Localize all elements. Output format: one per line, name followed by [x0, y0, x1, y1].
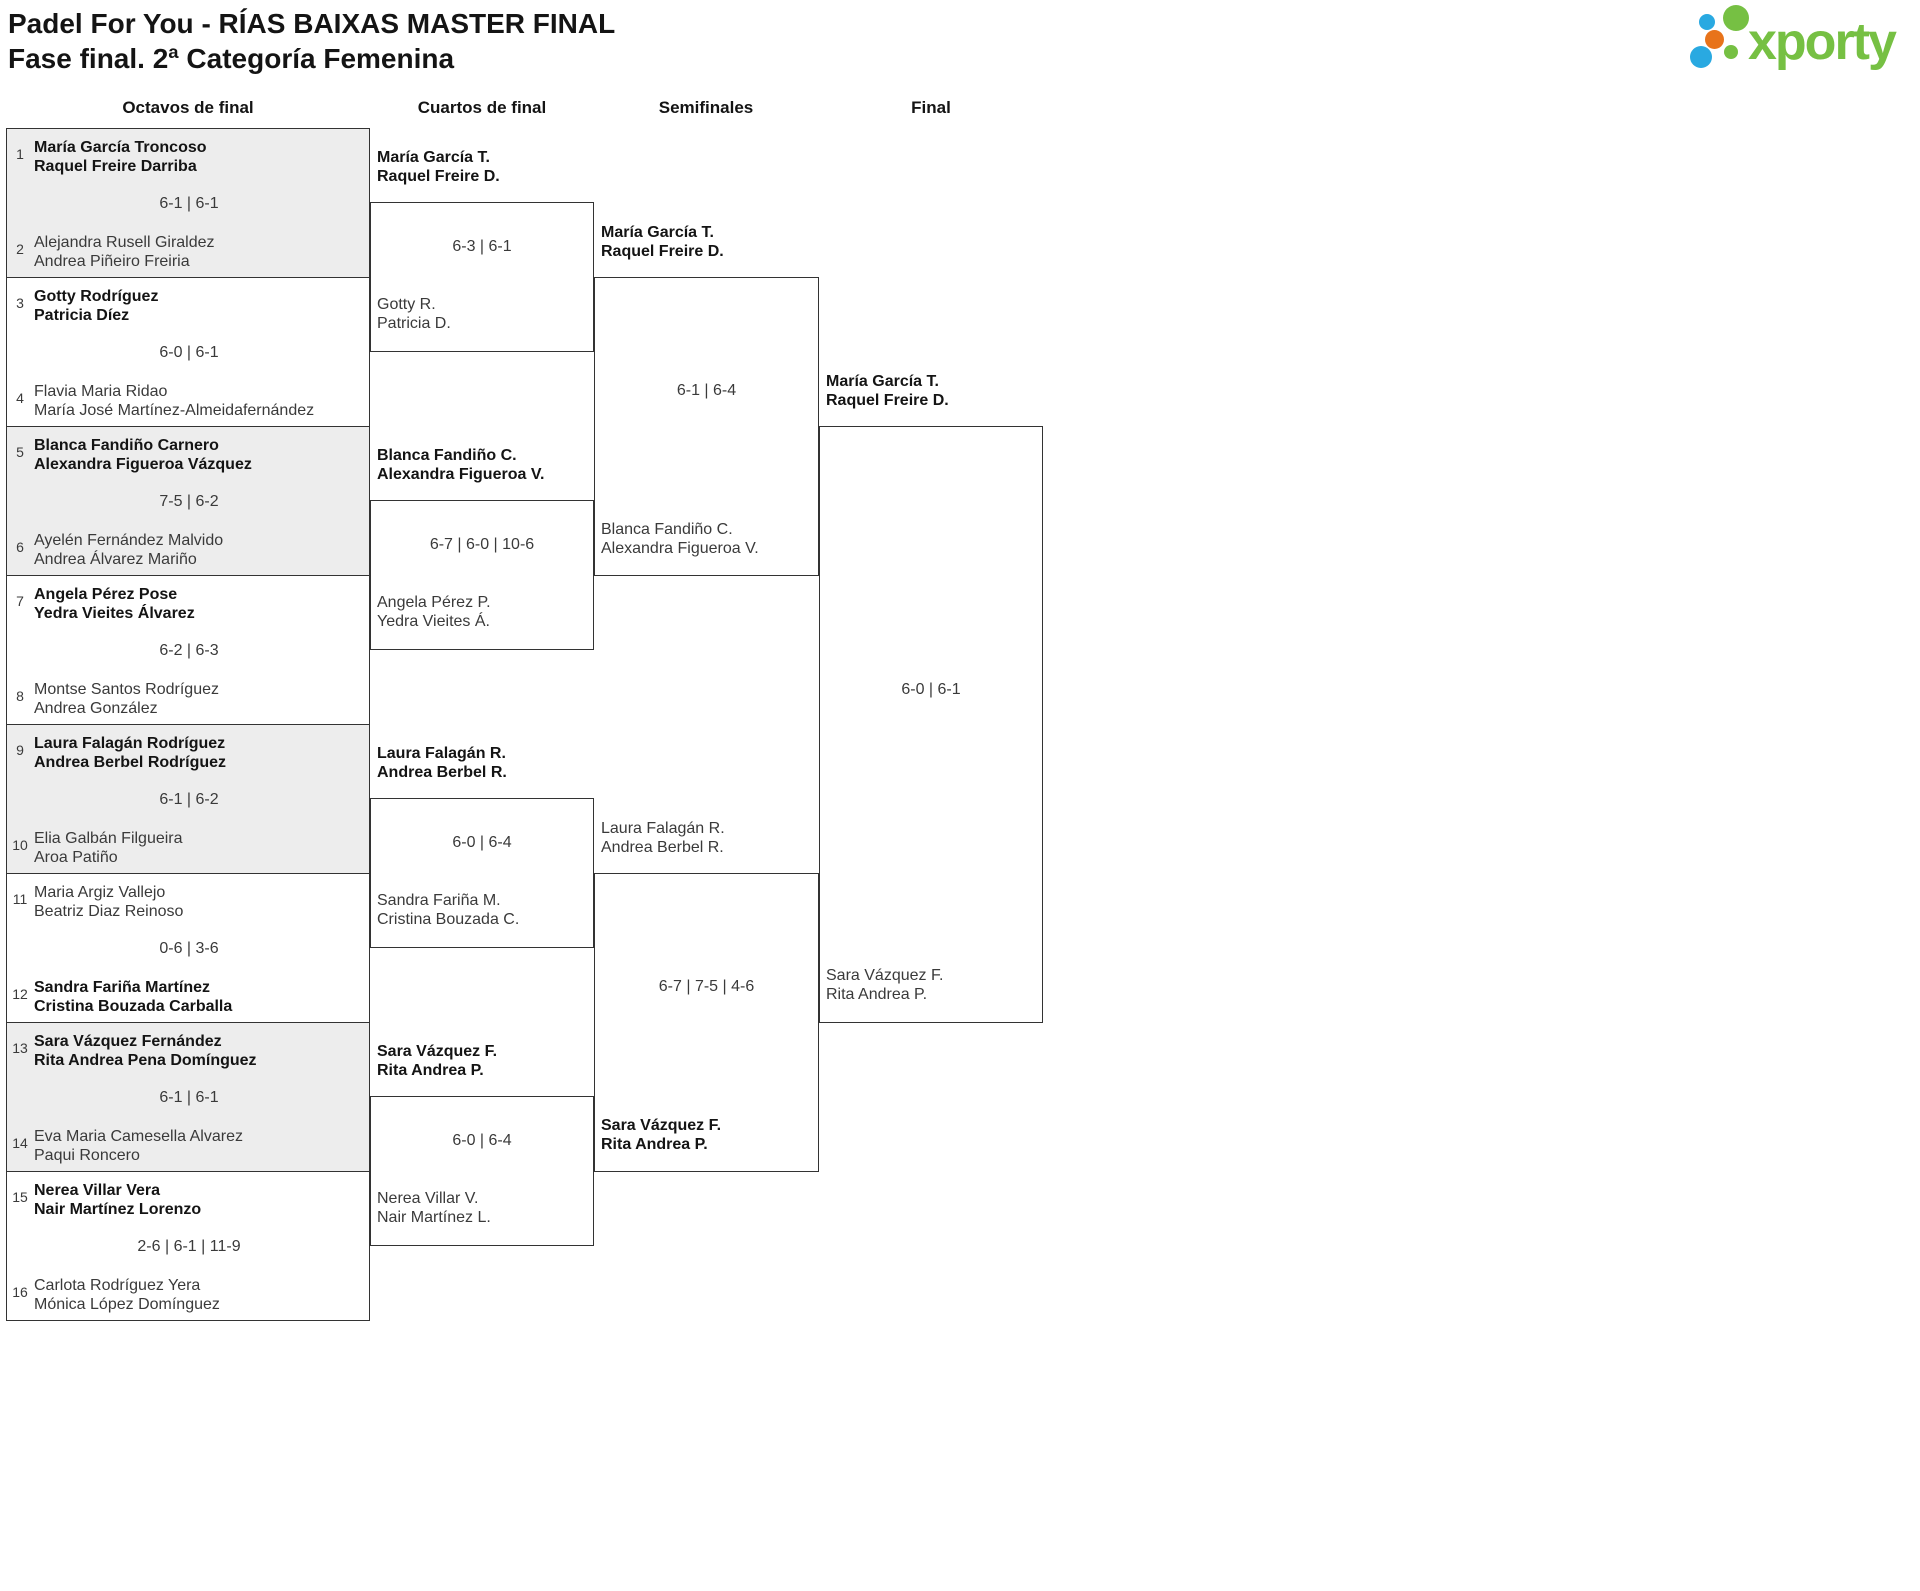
advancing-team-label	[601, 819, 725, 857]
team-name-line: María José Martínez-Almeidafernández	[34, 402, 315, 419]
match-score: 6-1 | 6-4	[676, 382, 737, 399]
seed-number: 7	[16, 593, 24, 609]
match-score: 6-0 | 6-4	[452, 834, 512, 851]
match-box-octavos	[6, 128, 370, 278]
match-score: 6-2 | 6-3	[159, 642, 219, 659]
team-name-line: Sara Vázquez Fernández	[34, 1033, 222, 1050]
team-name-line: Nerea Villar Vera	[34, 1182, 161, 1199]
team-name-line: Andrea González	[34, 700, 158, 717]
eliminated-team-label	[826, 966, 943, 1004]
team-entry-bottom	[34, 233, 215, 271]
match-score: 7-5 | 6-2	[159, 493, 219, 510]
team-entry-top	[34, 138, 207, 176]
team-entry-bottom	[34, 680, 219, 718]
match-box-octavos	[6, 1022, 370, 1172]
eliminated-team-label	[377, 593, 491, 631]
team-name-line: Rita Andrea Pena Domínguez	[34, 1052, 257, 1069]
team-name-line: Andrea Álvarez Mariño	[34, 551, 197, 568]
logo-dot-green-large	[1723, 5, 1749, 31]
team-name-line: Nair Martínez L.	[377, 1209, 491, 1226]
logo-dot-green-small	[1724, 45, 1738, 59]
match-box-final	[819, 426, 1043, 1023]
team-name-line: Sara Vázquez F.	[601, 1117, 722, 1134]
advancing-team-label	[377, 744, 507, 782]
team-name-line: Angela Pérez P.	[377, 594, 491, 611]
eliminated-team-label	[377, 1189, 491, 1227]
team-name-line: Laura Falagán R.	[601, 820, 725, 837]
team-name-line: Eva Maria Camesella Alvarez	[34, 1128, 243, 1145]
team-name-line: María García Troncoso	[34, 139, 207, 156]
team-name-line: Patricia D.	[377, 315, 451, 332]
team-name-line: Blanca Fandiño C.	[601, 521, 733, 538]
seed-number: 6	[16, 539, 24, 555]
team-name-line: Rita Andrea P.	[377, 1062, 484, 1079]
match-score: 6-1 | 6-2	[159, 791, 219, 808]
team-name-line: Andrea Piñeiro Freiria	[34, 253, 190, 270]
team-name-line: Montse Santos Rodríguez	[34, 681, 219, 698]
round-header-final: Final	[911, 98, 951, 117]
team-entry-top	[34, 436, 252, 474]
match-score: 6-3 | 6-1	[452, 238, 512, 255]
advancing-team-label	[826, 372, 949, 410]
logo-dot-blue-large	[1690, 46, 1712, 68]
match-score: 6-0 | 6-4	[452, 1132, 512, 1149]
match-score: 6-1 | 6-1	[159, 195, 219, 212]
team-name-line: Cristina Bouzada Carballa	[34, 998, 233, 1015]
match-score: 6-7 | 6-0 | 10-6	[429, 536, 535, 553]
team-entry-bottom	[34, 829, 183, 867]
match-score: 6-1 | 6-1	[159, 1089, 219, 1106]
team-name-line: Nerea Villar V.	[377, 1190, 479, 1207]
team-name-line: Ayelén Fernández Malvido	[34, 532, 224, 549]
eliminated-team-label	[377, 891, 519, 929]
team-entry-top	[34, 734, 226, 772]
eliminated-team-label	[601, 1116, 721, 1154]
seed-number: 13	[12, 1040, 28, 1056]
seed-number: 8	[16, 688, 24, 704]
team-name-line: María García T.	[826, 373, 939, 390]
advancing-team-label	[377, 1042, 497, 1080]
team-name-line: Andrea Berbel Rodríguez	[34, 754, 227, 771]
team-entry-top	[34, 1181, 201, 1219]
logo-wordmark: xporty	[1748, 13, 1895, 71]
seed-number: 10	[12, 837, 28, 853]
seed-number: 12	[12, 986, 28, 1002]
match-box-octavos	[6, 426, 370, 576]
category-subtitle: Fase final. 2ª Categoría Femenina	[8, 43, 455, 74]
team-name-line: Gotty R.	[377, 296, 436, 313]
team-name-line: Patricia Díez	[34, 307, 130, 324]
team-name-line: Sandra Fariña M.	[377, 892, 501, 909]
match-score: 6-0 | 6-1	[159, 344, 219, 361]
match-box-octavos	[6, 1171, 370, 1321]
team-name-line: Raquel Freire Darriba	[34, 158, 197, 175]
tournament-title: Padel For You - RÍAS BAIXAS MASTER FINAL	[8, 8, 616, 39]
match-box-octavos	[6, 575, 370, 725]
team-name-line: Rita Andrea P.	[826, 986, 928, 1003]
team-name-line: Sara Vázquez F.	[377, 1043, 498, 1060]
match-score: 6-0 | 6-1	[901, 681, 961, 698]
team-name-line: Rita Andrea P.	[601, 1136, 708, 1153]
team-name-line: Alexandra Figueroa V.	[377, 466, 545, 483]
team-name-line: Yedra Vieites Álvarez	[34, 605, 195, 622]
team-entry-bottom	[34, 531, 223, 569]
seed-number: 1	[16, 146, 24, 162]
team-name-line: Maria Argiz Vallejo	[34, 884, 166, 901]
match-score: 0-6 | 3-6	[159, 940, 219, 957]
team-name-line: Andrea Berbel R.	[601, 839, 724, 856]
round-header-semifinales: Semifinales	[658, 98, 754, 117]
team-name-line: Flavia Maria Ridao	[34, 383, 168, 400]
team-name-line: Carlota Rodríguez Yera	[34, 1277, 201, 1294]
team-entry-top	[34, 883, 183, 921]
round-header-cuartos: Cuartos de final	[417, 98, 547, 117]
team-entry-bottom	[34, 1276, 220, 1314]
team-entry-bottom	[34, 978, 232, 1016]
logo-dot-blue-small	[1699, 14, 1715, 30]
seed-number: 14	[12, 1135, 28, 1151]
match-box-octavos	[6, 724, 370, 874]
team-name-line: María García T.	[377, 149, 490, 166]
team-name-line: Alexandra Figueroa V.	[601, 540, 759, 557]
team-name-line: Blanca Fandiño C.	[377, 447, 517, 464]
team-entry-top	[34, 585, 195, 623]
team-entry-bottom	[34, 382, 314, 420]
team-entry-top	[34, 287, 158, 325]
seed-number: 4	[16, 390, 24, 406]
advancing-team-label	[377, 446, 544, 484]
seed-number: 16	[12, 1284, 28, 1300]
seed-number: 5	[16, 444, 24, 460]
team-name-line: Alexandra Figueroa Vázquez	[34, 456, 252, 473]
match-score: 6-7 | 7-5 | 4-6	[658, 978, 755, 995]
team-name-line: Beatriz Diaz Reinoso	[34, 903, 184, 920]
team-entry-top	[34, 1032, 257, 1070]
team-name-line: Raquel Freire D.	[377, 168, 500, 185]
xporty-logo	[1686, 0, 1920, 78]
seed-number: 2	[16, 241, 24, 257]
team-name-line: Sandra Fariña Martínez	[34, 979, 211, 996]
logo-dot-orange	[1705, 30, 1724, 49]
team-name-line: Laura Falagán R.	[377, 745, 506, 762]
eliminated-team-label	[377, 295, 451, 333]
team-name-line: Gotty Rodríguez	[34, 288, 159, 305]
team-name-line: Blanca Fandiño Carnero	[34, 437, 219, 454]
team-name-line: Laura Falagán Rodríguez	[34, 735, 226, 752]
team-name-line: Raquel Freire D.	[826, 392, 949, 409]
team-entry-bottom	[34, 1127, 243, 1165]
match-box-octavos	[6, 873, 370, 1023]
team-name-line: Paqui Roncero	[34, 1147, 140, 1164]
team-name-line: Sara Vázquez F.	[826, 967, 944, 984]
team-name-line: Angela Pérez Pose	[34, 586, 178, 603]
match-score: 2-6 | 6-1 | 11-9	[137, 1238, 241, 1255]
team-name-line: Alejandra Rusell Giraldez	[34, 234, 215, 251]
seed-number: 11	[12, 891, 28, 907]
team-name-line: María García T.	[601, 224, 714, 241]
seed-number: 3	[16, 295, 24, 311]
advancing-team-label	[377, 148, 500, 186]
team-name-line: Yedra Vieites Á.	[377, 613, 490, 630]
team-name-line: Mónica López Domínguez	[34, 1296, 220, 1313]
seed-number: 9	[16, 742, 24, 758]
round-header-octavos: Octavos de final	[122, 98, 254, 117]
team-name-line: Aroa Patiño	[34, 849, 118, 866]
match-box-octavos	[6, 277, 370, 427]
advancing-team-label	[601, 223, 724, 261]
team-name-line: Andrea Berbel R.	[377, 764, 507, 781]
team-name-line: Raquel Freire D.	[601, 243, 724, 260]
team-name-line: Cristina Bouzada C.	[377, 911, 520, 928]
team-name-line: Elia Galbán Filgueira	[34, 830, 183, 847]
seed-number: 15	[12, 1189, 28, 1205]
eliminated-team-label	[601, 520, 759, 558]
team-name-line: Nair Martínez Lorenzo	[34, 1201, 202, 1218]
